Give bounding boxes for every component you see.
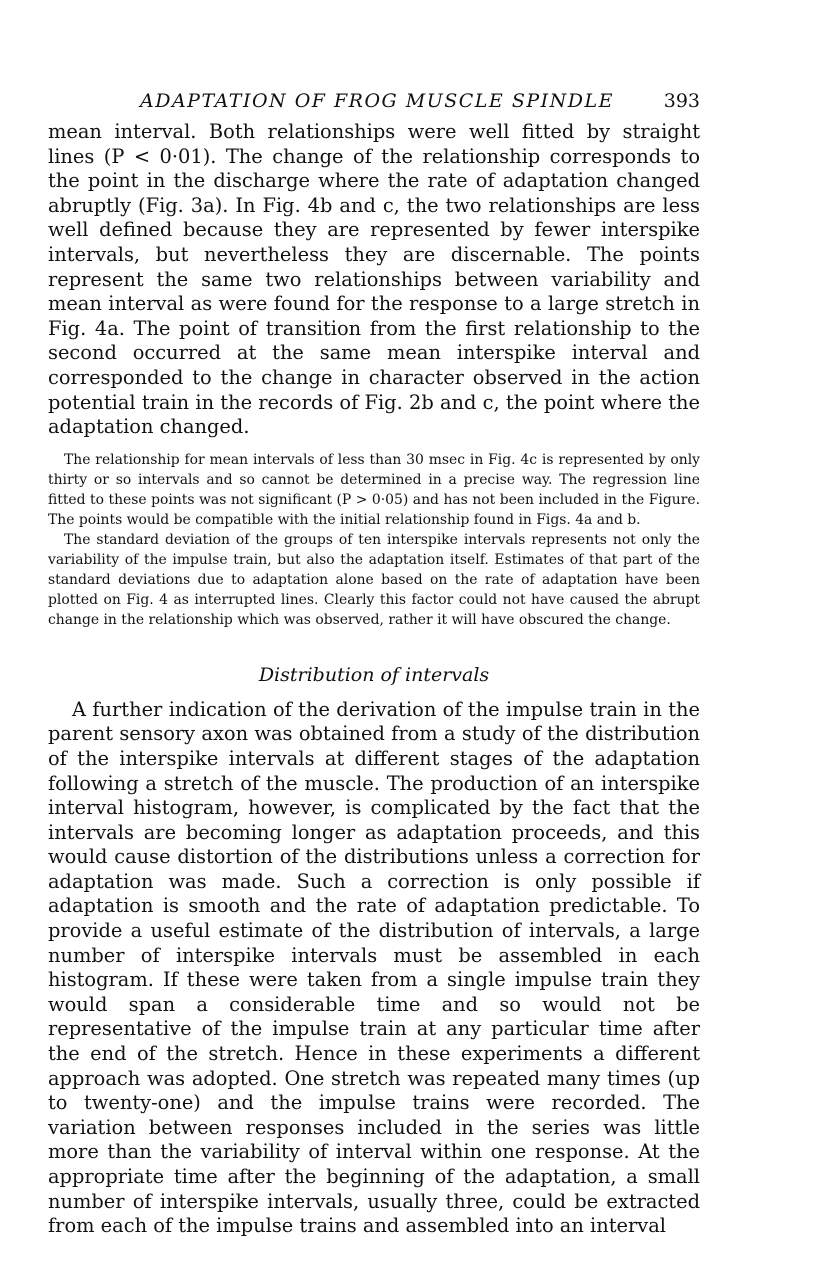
running-header — [48, 90, 700, 120]
note-paragraph-1: The relationship for mean intervals of less than 30 msec in Fig. 4c is represented by only thirty or so intervals and so cannot be determined in a precise way. The regression line fitted to these points was not significant (P > 0·05) and has not been included in the Figure. The points would be compatible with the initial relationship found in Figs. 4a and b. — [48, 451, 700, 528]
section-heading: Distribution of intervals — [258, 663, 490, 686]
note-paragraph-2: The standard deviation of the groups of ten interspike intervals represents not only the variability of the impulse train, but also the adaptation itself. Estimates of that part of the standard deviations due to adaptation alone based on the rate of adaptation have been plotted on Fig. 4 as interrupted lines. Clearly this factor could not have caused the abrupt change in the relationship which was observed, rather it will have obscured the change. — [48, 531, 700, 628]
paragraph-distribution: A further indication of the derivation of the impulse train in the parent sensory axon was obtained from a study of the distribution of the interspike intervals at different stages of the adaptation following a stretch of the muscle. The production of an interspike interval histogram, however, is complicated by the fact that the intervals are becoming longer as adaptation proceeds, and this would cause distortion of the distributions unless a correction for adaptation was made. Such a correction is only possible if adaptation is smooth and the rate of adaptation predictable. To provide a useful estimate of the distribution of intervals, a large number of interspike intervals must be assembled in each histogram. If these were taken from a single impulse train they would span a considerable time and so would not be representative of the impulse train at any particular time after the end of the stretch. Hence in these experiments a different approach was adopted. One stretch was repeated many times (up to twenty-one) and the impulse trains were recorded. The variation between responses included in the series was little more than the variability of interval within one response. At the appropriate time after the beginning of the adaptation, a small number of interspike intervals, usually three, could be extracted from each of the impulse trains and assembled into an interval — [48, 697, 700, 1238]
paragraph-continued: mean interval. Both relationships were well fitted by straight lines (P < 0·01). The change of the relationship corresponds to the point in the discharge where the rate of adaptation changed abruptly (Fig. 3a). In Fig. 4b and c, the two relationships are less well defined because they are represented by fewer interspike intervals, but nevertheless they are discernable. The points represent the same two relationships between variability and mean interval as were found for the response to a large stretch in Fig. 4a. The point of transition from the first relationship to the second occurred at the same mean interspike interval and corresponded to the change in character observed in the action potential train in the records of Fig. 2b and c, the point where the adaptation changed. — [48, 120, 700, 439]
running-title: ADAPTATION OF FROG MUSCLE SPINDLE — [140, 90, 614, 112]
page-number: 393 — [663, 90, 700, 112]
page — [48, 90, 700, 1239]
